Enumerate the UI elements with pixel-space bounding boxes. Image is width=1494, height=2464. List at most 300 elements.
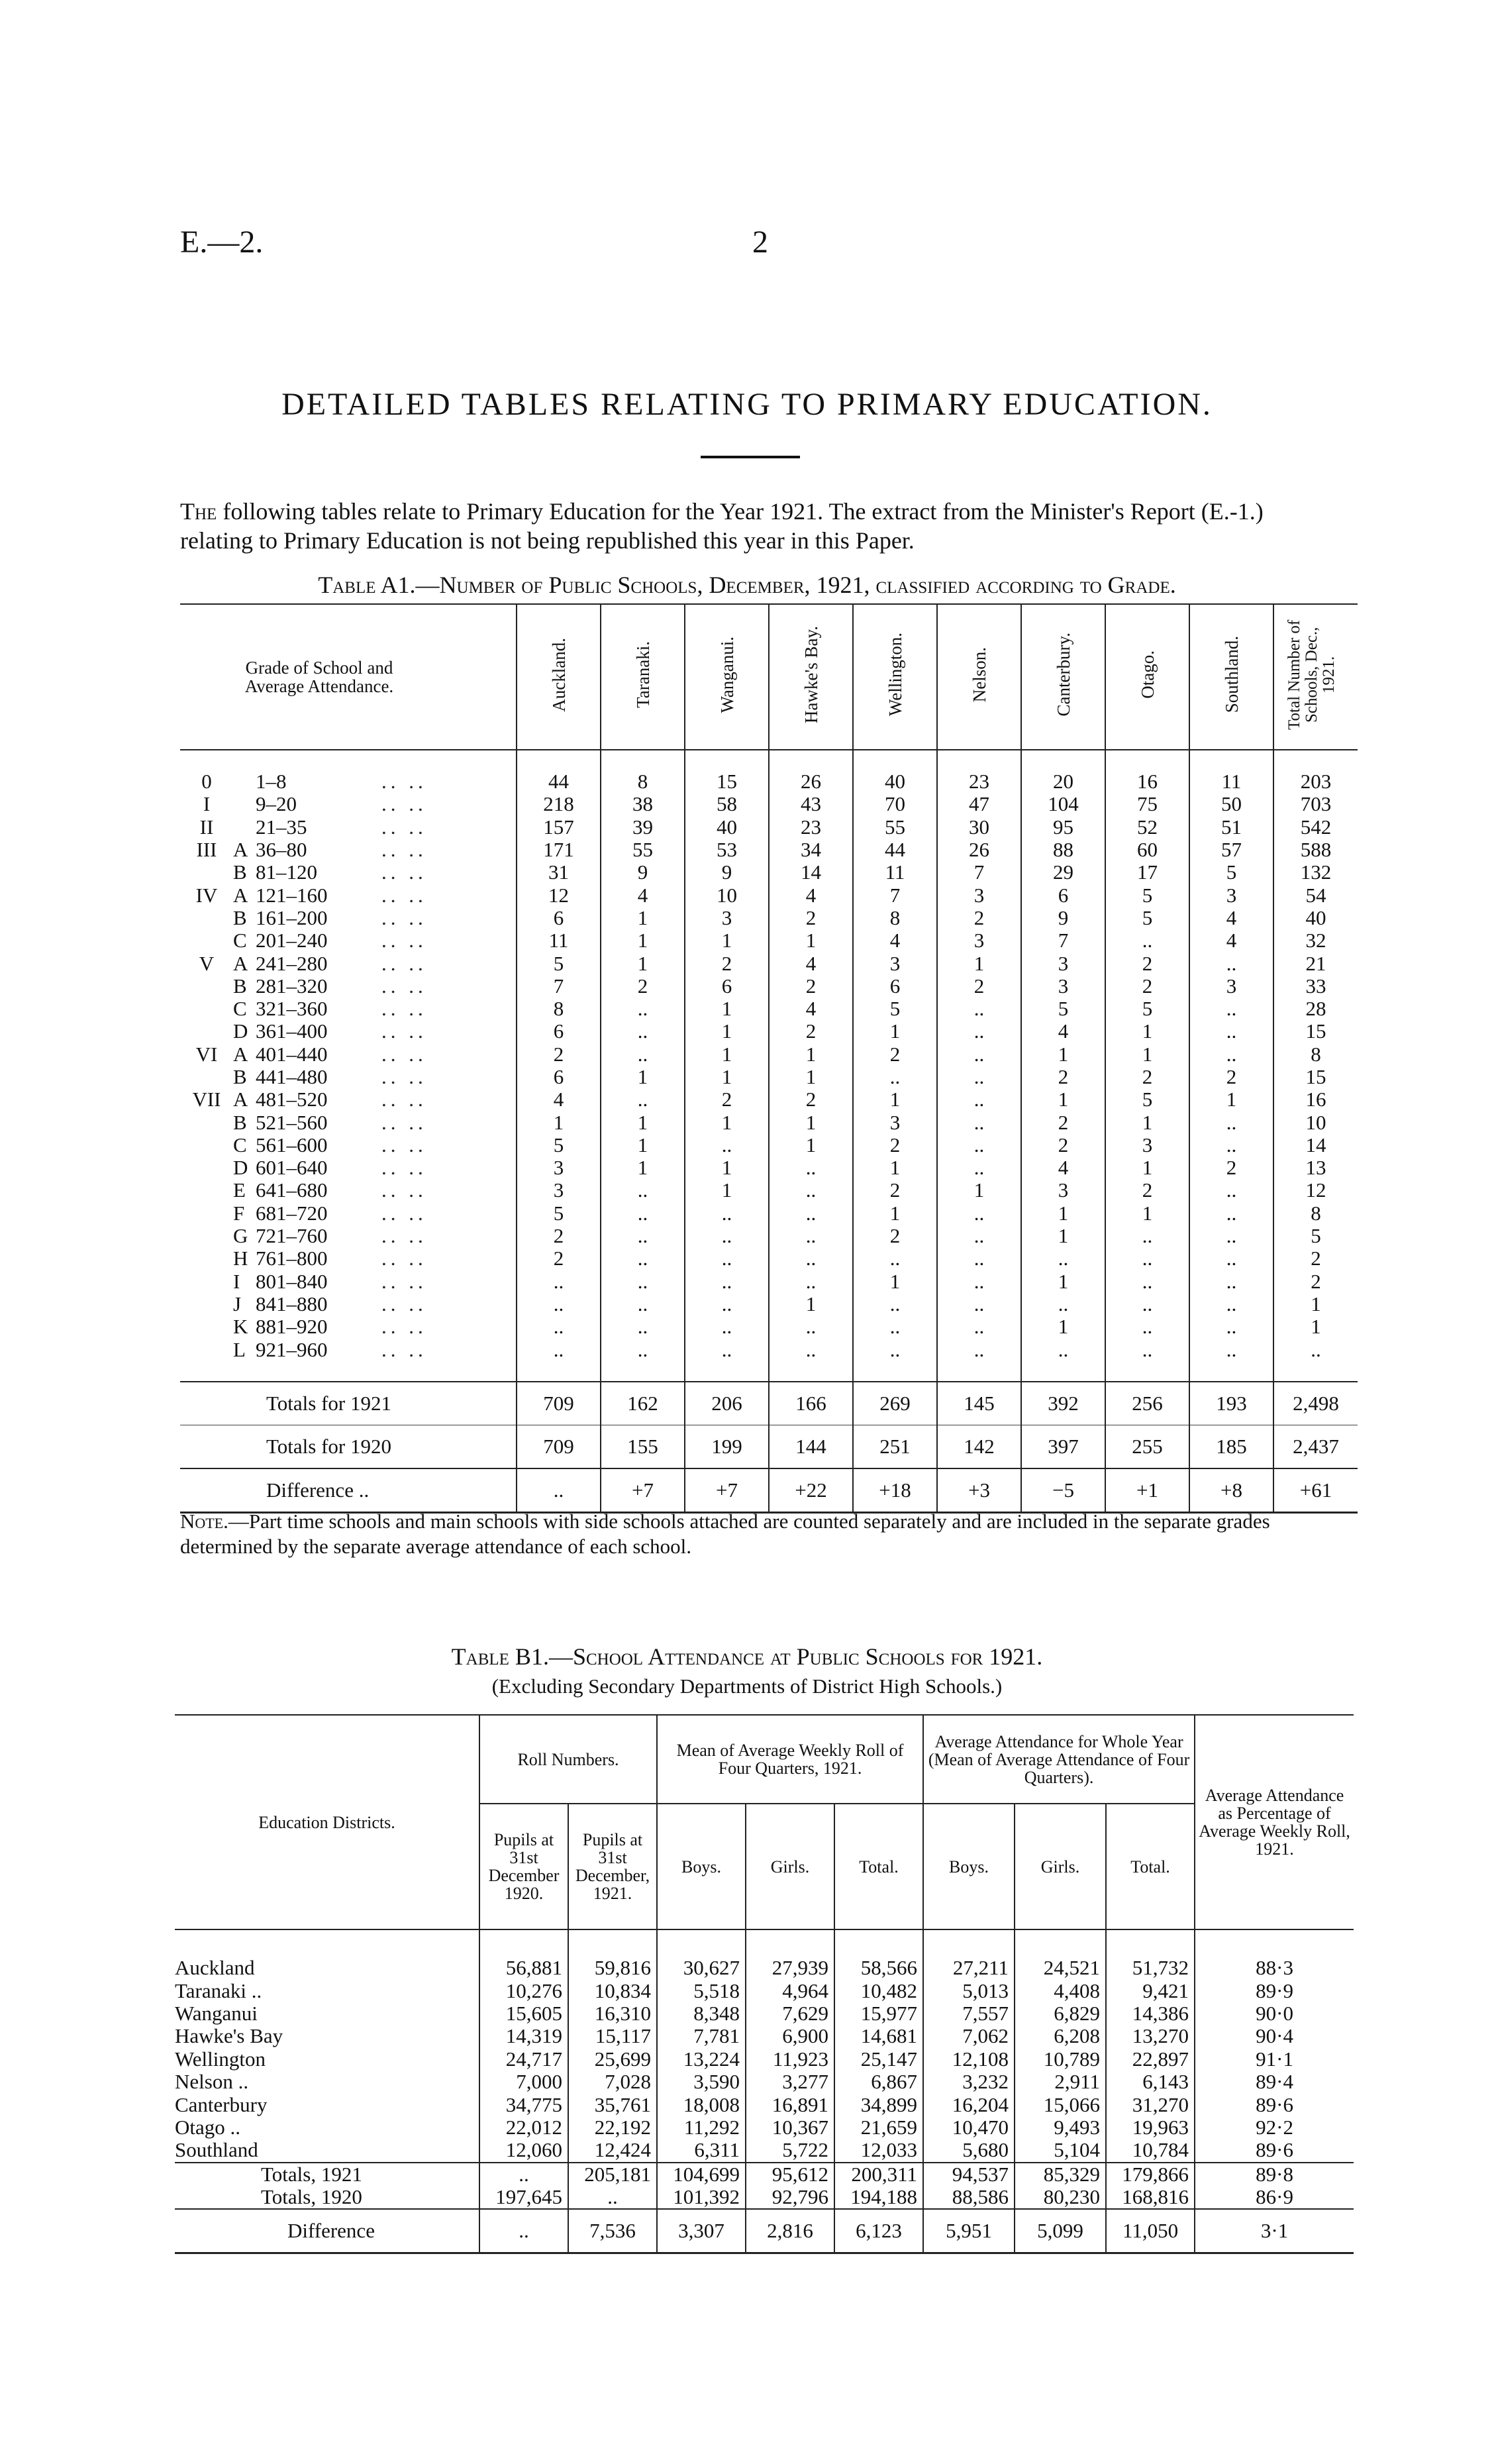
pct-header: Average Attendance as Percentage of Average Weekly Roll, 1921. [1195, 1715, 1354, 1929]
b1-value-cell: 4,964 [746, 1979, 834, 2002]
a1-grade-cell [180, 770, 517, 793]
a1-value-cell: 1 [937, 1179, 1021, 1202]
a1-value-cell: .. [601, 1247, 685, 1270]
a1-value-cell: 3 [853, 1111, 937, 1133]
b1-value-cell: 10,789 [1015, 2048, 1106, 2071]
a1-value-cell: 7 [937, 861, 1021, 884]
grade-range: 881–920 [256, 1315, 328, 1339]
b1-district-name [175, 2093, 479, 2116]
a1-value-cell: .. [1021, 1338, 1105, 1360]
a1-grade-cell [180, 1247, 517, 1270]
a1-value-cell: .. [853, 1247, 937, 1270]
grade-range: 641–680 [256, 1179, 328, 1202]
a1-value-cell: .. [1105, 1338, 1189, 1360]
a1-value-cell: 5 [1105, 884, 1189, 906]
a1-value-cell: .. [937, 1270, 1021, 1293]
a1-value-cell: 4 [853, 929, 937, 952]
spacer-cell [517, 750, 601, 770]
grade-range: 321–360 [256, 997, 328, 1021]
grade-range: 721–760 [256, 1224, 328, 1248]
a1-value-cell: .. [1105, 1225, 1189, 1247]
a1-value-cell: 12 [517, 884, 601, 906]
a1-total-cell: 162 [601, 1382, 685, 1425]
b1-difference-cell: 3,307 [657, 2209, 746, 2253]
avg-girls-header: Girls. [1015, 1804, 1106, 1929]
a1-grade-cell [180, 1179, 517, 1202]
spacer-cell [1273, 750, 1358, 770]
b1-value-cell: 6,311 [657, 2139, 746, 2162]
a1-total-cell: 2,498 [1273, 1382, 1358, 1425]
a1-total-cell: −5 [1021, 1468, 1105, 1513]
spacer-cell [601, 750, 685, 770]
a1-grade-row [180, 907, 1358, 929]
a1-value-cell: 1 [1105, 1156, 1189, 1179]
grade-sub: C [233, 929, 247, 952]
a1-value-cell: .. [685, 1338, 769, 1360]
grade-numeral: V [199, 952, 215, 975]
a1-value-cell: 1 [1273, 1293, 1358, 1315]
a1-grade-cell [180, 816, 517, 839]
a1-value-cell: .. [601, 1293, 685, 1315]
spacer-cell [1021, 1361, 1105, 1382]
grade-range: 801–840 [256, 1270, 328, 1293]
a1-value-cell: 20 [1021, 770, 1105, 793]
grade-numeral: VII [192, 1088, 221, 1111]
a1-value-cell: 54 [1273, 884, 1358, 906]
leader-dots: .. .. [381, 906, 427, 929]
a1-value-cell: 15 [1273, 1020, 1358, 1043]
a1-value-cell: 1 [517, 1111, 601, 1133]
a1-value-cell: .. [1189, 1338, 1273, 1360]
b1-value-cell: 7,629 [746, 2002, 834, 2025]
a1-grade-row [180, 1270, 1358, 1293]
a1-value-cell: 104 [1021, 793, 1105, 815]
title-rule [701, 456, 800, 458]
spacer-cell [923, 1929, 1015, 1957]
a1-value-cell: .. [1105, 1247, 1189, 1270]
a1-value-cell: 32 [1273, 929, 1358, 952]
a1-value-cell: .. [853, 1338, 937, 1360]
spacer-cell [568, 1929, 657, 1957]
a1-value-cell: 1 [1105, 1043, 1189, 1066]
b1-value-cell: 56,881 [479, 1957, 568, 1979]
b1-total-cell: 86·9 [1195, 2186, 1354, 2209]
a1-value-cell: 1 [601, 1066, 685, 1088]
spacer-cell [834, 1929, 923, 1957]
a1-value-cell: 1 [1189, 1088, 1273, 1111]
leader-dots: .. .. [381, 1111, 427, 1134]
a1-value-cell: .. [1189, 1315, 1273, 1338]
b1-value-cell: 90·0 [1195, 2002, 1354, 2025]
a1-value-cell: 3 [1021, 975, 1105, 998]
a1-grade-cell [180, 861, 517, 884]
b1-total-cell: 200,311 [834, 2163, 923, 2186]
a1-totals-label-text: Totals for 1921 [266, 1391, 391, 1415]
a1-value-cell: .. [1273, 1338, 1358, 1360]
a1-grade-row [180, 929, 1358, 952]
a1-value-cell: .. [1105, 929, 1189, 952]
a1-value-cell: 1 [685, 1043, 769, 1066]
b1-value-cell: 5,518 [657, 1979, 746, 2002]
a1-value-cell: 40 [685, 816, 769, 839]
b1-difference-row [175, 2209, 1354, 2253]
spacer-cell [1195, 1929, 1354, 1957]
b1-totals-row [175, 2163, 1354, 2186]
a1-col-header-text: Wellington. [885, 633, 905, 717]
a1-total-cell: 142 [937, 1425, 1021, 1468]
a1-value-cell: 57 [1189, 839, 1273, 861]
b1-total-cell: 95,612 [746, 2163, 834, 2186]
b1-difference-cell: 5,099 [1015, 2209, 1106, 2253]
a1-value-cell: .. [685, 1202, 769, 1225]
a1-value-cell: 5 [1273, 1225, 1358, 1247]
a1-value-cell: .. [601, 1179, 685, 1202]
a1-value-cell: 13 [1273, 1156, 1358, 1179]
b1-difference-cell: 5,951 [923, 2209, 1015, 2253]
leader-dots: .. .. [381, 1156, 427, 1180]
a1-value-cell: 1 [1021, 1043, 1105, 1066]
a1-value-cell: 5 [1105, 1088, 1189, 1111]
table-a1-header-row [180, 604, 1358, 750]
b1-value-cell: 12,424 [568, 2139, 657, 2162]
a1-value-cell: .. [1105, 1270, 1189, 1293]
leader-dots: .. .. [381, 1088, 427, 1111]
a1-value-cell: 2 [1189, 1156, 1273, 1179]
a1-grade-cell [180, 1315, 517, 1338]
grade-numeral: VI [195, 1043, 218, 1066]
b1-total-cell: 179,866 [1106, 2163, 1195, 2186]
leader-dots: .. .. [381, 793, 427, 816]
leader-dots: .. .. [381, 1224, 427, 1248]
b1-district-name [175, 2071, 479, 2093]
b1-total-cell: 194,188 [834, 2186, 923, 2209]
b1-value-cell: 19,963 [1106, 2116, 1195, 2139]
a1-col-header-text: Canterbury. [1053, 633, 1073, 717]
a1-col-header [853, 604, 937, 750]
spacer-cell [685, 750, 769, 770]
a1-total-cell: 256 [1105, 1382, 1189, 1425]
b1-district-name [175, 2139, 479, 2162]
a1-value-cell: 1 [685, 1066, 769, 1088]
a1-value-cell: 1 [685, 929, 769, 952]
spacer-cell [1273, 1361, 1358, 1382]
b1-district-row [175, 2093, 1354, 2116]
grade-sub: I [233, 1270, 240, 1293]
grade-range: 361–400 [256, 1020, 328, 1043]
grade-range: 281–320 [256, 974, 328, 998]
leader-dots: .. .. [381, 815, 427, 839]
a1-value-cell: 23 [937, 770, 1021, 793]
a1-value-cell: 3 [1189, 975, 1273, 998]
a1-value-cell: 2 [1105, 952, 1189, 974]
a1-grade-cell [180, 1156, 517, 1179]
a1-grade-cell [180, 1202, 517, 1225]
a1-grade-cell [180, 975, 517, 998]
a1-totals-label-text: Totals for 1920 [266, 1434, 391, 1458]
spacer-cell [1021, 750, 1105, 770]
a1-value-cell: 50 [1189, 793, 1273, 815]
leader-dots: .. .. [381, 974, 427, 998]
grade-range: 121–160 [256, 884, 328, 907]
b1-value-cell: 11,292 [657, 2116, 746, 2139]
a1-value-cell: 34 [769, 839, 853, 861]
a1-value-cell: .. [937, 1134, 1021, 1156]
a1-total-cell: +22 [769, 1468, 853, 1513]
b1-difference-cell: 6,123 [834, 2209, 923, 2253]
spacer-cell [180, 750, 517, 770]
a1-value-cell: 58 [685, 793, 769, 815]
a1-value-cell: .. [853, 1315, 937, 1338]
b1-total-cell: 88,586 [923, 2186, 1015, 2209]
a1-value-cell: .. [685, 1315, 769, 1338]
b1-value-cell: 92·2 [1195, 2116, 1354, 2139]
a1-value-cell: 2 [1105, 975, 1189, 998]
b1-value-cell: 13,224 [657, 2048, 746, 2071]
a1-value-cell: 3 [685, 907, 769, 929]
grade-range: 81–120 [256, 861, 317, 884]
a1-value-cell: .. [769, 1202, 853, 1225]
a1-col-header [517, 604, 601, 750]
mean-boys-header: Boys. [657, 1804, 746, 1929]
a1-value-cell: 1 [1273, 1315, 1358, 1338]
grade-sub: A [233, 952, 248, 975]
a1-value-cell: 5 [1021, 998, 1105, 1020]
a1-total-cell: 206 [685, 1382, 769, 1425]
a1-value-cell: .. [1189, 1020, 1273, 1043]
spacer-cell [1105, 1361, 1189, 1382]
spacer-row [180, 1361, 1358, 1382]
b1-district-name [175, 2002, 479, 2025]
a1-totals-label [180, 1425, 517, 1468]
a1-grade-cell [180, 929, 517, 952]
a1-col-header-text: Otago. [1137, 650, 1158, 699]
leader-dots: .. .. [381, 929, 427, 952]
b1-value-cell: 5,722 [746, 2139, 834, 2162]
a1-value-cell: 1 [1021, 1202, 1105, 1225]
document-reference: E.—2. [180, 225, 264, 260]
b1-value-cell: 14,319 [479, 2025, 568, 2047]
a1-value-cell: .. [1189, 998, 1273, 1020]
page-number: 2 [752, 225, 768, 260]
a1-value-cell: 33 [1273, 975, 1358, 998]
district-header: Education Districts. [175, 1715, 479, 1929]
b1-value-cell: 30,627 [657, 1957, 746, 1979]
spacer-cell [1015, 1929, 1106, 1957]
a1-grade-cell [180, 1270, 517, 1293]
a1-value-cell: 1 [685, 1179, 769, 1202]
spacer-cell [175, 1929, 479, 1957]
a1-value-cell: .. [937, 1111, 1021, 1133]
a1-value-cell: 5 [1105, 907, 1189, 929]
a1-value-cell: 2 [517, 1247, 601, 1270]
b1-value-cell: 10,276 [479, 1979, 568, 2002]
b1-value-cell: 7,000 [479, 2071, 568, 2093]
grade-sub: B [233, 974, 247, 998]
a1-value-cell: 1 [685, 998, 769, 1020]
b1-district-row [175, 2048, 1354, 2071]
roll-header: Roll Numbers. [479, 1715, 657, 1804]
b1-value-cell: 24,521 [1015, 1957, 1106, 1979]
a1-total-cell: +7 [601, 1468, 685, 1513]
avg-boys-header: Boys. [923, 1804, 1015, 1929]
a1-value-cell: 2 [769, 975, 853, 998]
b1-value-cell: 7,781 [657, 2025, 746, 2047]
b1-value-cell: 12,060 [479, 2139, 568, 2162]
b1-difference-cell: 3·1 [1195, 2209, 1354, 2253]
grade-numeral: I [203, 793, 211, 816]
a1-grade-row [180, 1179, 1358, 1202]
note-lead: Note. [180, 1510, 228, 1533]
a1-grade-row [180, 1134, 1358, 1156]
a1-value-cell: 2 [1021, 1111, 1105, 1133]
a1-grade-row [180, 975, 1358, 998]
b1-value-cell: 5,104 [1015, 2139, 1106, 2162]
a1-value-cell: 55 [853, 816, 937, 839]
b1-district-row [175, 2071, 1354, 2093]
grade-range: 161–200 [256, 906, 328, 929]
b1-total-cell: 80,230 [1015, 2186, 1106, 2209]
a1-value-cell: 5 [517, 1134, 601, 1156]
grade-range: 841–880 [256, 1292, 328, 1315]
grade-sub: B [233, 1111, 247, 1134]
a1-value-cell: .. [937, 1020, 1021, 1043]
grade-sub: E [233, 1179, 246, 1202]
b1-district-row [175, 2116, 1354, 2139]
grade-range: 921–960 [256, 1338, 328, 1361]
a1-totals-label [180, 1382, 517, 1425]
a1-value-cell: .. [937, 1066, 1021, 1088]
grade-sub: A [233, 1088, 248, 1111]
a1-col-header-text: Southland. [1221, 636, 1242, 713]
a1-value-cell: 2 [517, 1225, 601, 1247]
b1-value-cell: 9,421 [1106, 1979, 1195, 2002]
grade-sub: B [233, 1065, 247, 1088]
a1-total-cell: 251 [853, 1425, 937, 1468]
a1-value-cell: .. [937, 1247, 1021, 1270]
a1-value-cell: .. [685, 1134, 769, 1156]
a1-totals-row [180, 1425, 1358, 1468]
a1-value-cell: 39 [601, 816, 685, 839]
leader-dots: .. .. [381, 1270, 427, 1293]
b1-value-cell: 14,386 [1106, 2002, 1195, 2025]
b1-difference-cell: 2,816 [746, 2209, 834, 2253]
b1-district-row [175, 1979, 1354, 2002]
a1-value-cell: 16 [1105, 770, 1189, 793]
b1-value-cell: 7,557 [923, 2002, 1015, 2025]
a1-col-header [769, 604, 853, 750]
leader-dots: .. .. [381, 838, 427, 862]
b1-value-cell: 14,681 [834, 2025, 923, 2047]
a1-value-cell: 1 [685, 1111, 769, 1133]
b1-value-cell: 3,590 [657, 2071, 746, 2093]
a1-value-cell: .. [1105, 1293, 1189, 1315]
a1-value-cell: .. [769, 1270, 853, 1293]
a1-total-cell: 185 [1189, 1425, 1273, 1468]
a1-value-cell: 6 [1021, 884, 1105, 906]
b1-total-cell: 104,699 [657, 2163, 746, 2186]
a1-value-cell: 5 [853, 998, 937, 1020]
a1-value-cell: 8 [1273, 1043, 1358, 1066]
b1-value-cell: 51,732 [1106, 1957, 1195, 1979]
a1-value-cell: 5 [517, 1202, 601, 1225]
a1-value-cell: 44 [853, 839, 937, 861]
a1-value-cell: 2 [937, 975, 1021, 998]
a1-value-cell: 3 [937, 929, 1021, 952]
grade-sub: B [233, 906, 247, 929]
a1-value-cell: 2 [853, 1043, 937, 1066]
a1-value-cell: 2 [601, 975, 685, 998]
b1-value-cell: 8,348 [657, 2002, 746, 2025]
avg-total-header: Total. [1106, 1804, 1195, 1929]
spacer-cell [853, 1361, 937, 1382]
b1-value-cell: 21,659 [834, 2116, 923, 2139]
a1-value-cell: 70 [853, 793, 937, 815]
a1-value-cell: 1 [853, 1020, 937, 1043]
a1-grade-cell [180, 1134, 517, 1156]
a1-value-cell: 14 [1273, 1134, 1358, 1156]
a1-value-cell: 60 [1105, 839, 1189, 861]
a1-value-cell: 3 [1021, 1179, 1105, 1202]
b1-district-name [175, 1957, 479, 1979]
grade-sub: K [233, 1315, 248, 1339]
a1-value-cell: 2 [853, 1179, 937, 1202]
a1-value-cell: .. [937, 1156, 1021, 1179]
a1-grade-row [180, 1247, 1358, 1270]
a1-col-header-text: Total Number of Schools, Dec., 1921. [1285, 619, 1338, 730]
a1-value-cell: 1 [601, 907, 685, 929]
a1-grade-cell [180, 952, 517, 974]
a1-value-cell: 44 [517, 770, 601, 793]
a1-value-cell: 5 [517, 952, 601, 974]
a1-value-cell: .. [937, 1225, 1021, 1247]
b1-value-cell: 34,899 [834, 2093, 923, 2116]
table-a1-body [180, 750, 1358, 1512]
grade-range: 21–35 [256, 815, 307, 839]
a1-value-cell: 3 [517, 1179, 601, 1202]
a1-value-cell: 1 [1105, 1202, 1189, 1225]
grade-sub: C [233, 997, 247, 1021]
a1-value-cell: 4 [1189, 907, 1273, 929]
a1-total-cell: 397 [1021, 1425, 1105, 1468]
a1-col-header-text: Taranaki. [632, 641, 653, 708]
a1-total-cell: 2,437 [1273, 1425, 1358, 1468]
grade-range: 681–720 [256, 1202, 328, 1225]
a1-value-cell: .. [601, 1270, 685, 1293]
b1-difference-label: Difference [175, 2209, 479, 2253]
a1-col-header-text: Nelson. [969, 646, 989, 703]
a1-total-cell: 199 [685, 1425, 769, 1468]
grade-range: 36–80 [256, 838, 307, 862]
grade-sub: H [233, 1247, 248, 1270]
a1-value-cell: 2 [1273, 1247, 1358, 1270]
a1-value-cell: 16 [1273, 1088, 1358, 1111]
b1-district-name [175, 1979, 479, 2002]
a1-total-cell: +1 [1105, 1468, 1189, 1513]
a1-value-cell: 1 [685, 1020, 769, 1043]
a1-value-cell: 3 [937, 884, 1021, 906]
grade-range: 9–20 [256, 793, 297, 816]
a1-value-cell: .. [937, 1315, 1021, 1338]
a1-value-cell: .. [937, 1202, 1021, 1225]
a1-total-cell: .. [517, 1468, 601, 1513]
a1-value-cell: .. [769, 1179, 853, 1202]
spacer-cell [685, 1361, 769, 1382]
b1-value-cell: 90·4 [1195, 2025, 1354, 2047]
a1-grade-cell [180, 1111, 517, 1133]
leader-dots: .. .. [381, 1043, 427, 1066]
a1-value-cell: 1 [853, 1270, 937, 1293]
a1-value-cell: 2 [769, 1088, 853, 1111]
